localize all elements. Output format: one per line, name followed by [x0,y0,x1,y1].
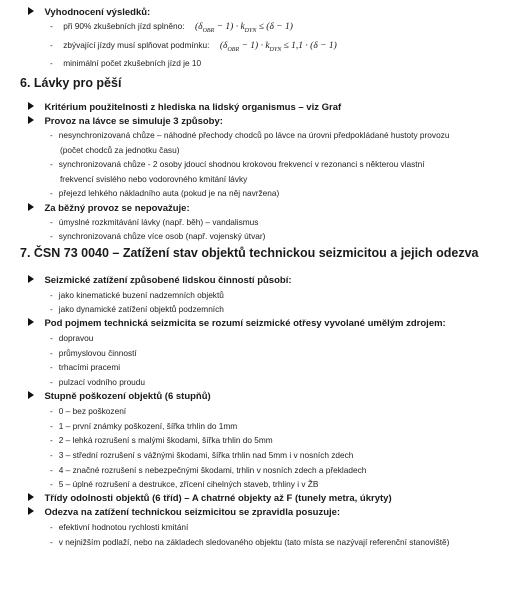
s6-sub: - úmyslné rozkmitávání lávky (např. běh) – vandalismus [50,217,259,227]
bullet-triangle-icon [28,493,34,501]
bullet-triangle-icon [28,507,34,515]
s7-bullet-5: Odezva na zatížení technickou seizmicitou se zpravidla posuzuje: [28,502,340,520]
bullet-triangle-icon [28,7,34,15]
s6-sub: - synchronizovaná chůze - 2 osoby jdoucí shodnou krokovou frekvencí v rezonanci s některou vlastní [50,159,425,169]
s7-sub: - 2 – lehká rozrušení s malými škodami, šířka trhlin do 5mm [50,435,273,445]
s7-sub: - jako dynamické zatížení objektů podzemních [50,304,224,314]
s6-bullet-3: Za běžný provoz se nepovažuje: [28,198,190,216]
s7-sub: - 5 – úplné rozrušení a destrukce, zřícení cihelných staveb, trhliny i v ŽB [50,479,319,489]
bullet-triangle-icon [28,116,34,124]
top-item-1: - při 90% zkušebních jízd splněno: $(\delta_{OBR} - 1) \cdot k_{DYN} \le (\delta - 1)$ [50,21,293,34]
s7-sub: - jako kinematické buzení nadzemních objektů [50,290,224,300]
top-item-3: - minimální počet zkušebních jízd je 10 [50,58,202,68]
bullet-triangle-icon [28,102,34,110]
s7-sub: - 0 – bez poškození [50,406,127,416]
s7-sub: - dopravou [50,333,94,343]
s6-sub: - nesynchronizovaná chůze – náhodné přechody chodců po lávce na úrovni předpokládané hustoty provozu [50,130,450,140]
s6-sub: - přejezd lehkého nákladního auta (pokud je na něj navržena) [50,188,280,198]
s7-sub: - 4 – značné rozrušení s nebezpečnými škodami, trhlin v nosních zdech a překladech [50,465,367,475]
s7-bullet-4: Třídy odolnosti objektů (6 tříd) – A chatrné objekty až F (tunely metra, úkryty) [28,488,392,506]
bullet-triangle-icon [28,318,34,326]
section-7-heading: 7. ČSN 73 0040 – Zatížení stav objektů technickou seizmicitou a jejich odezva [20,246,479,260]
s7-sub: - pulzací vodního proudu [50,377,146,387]
s7-bullet-2: Pod pojmem technická seizmicita se rozumí seizmické otřesy vyvolané umělým zdrojem: [28,313,446,331]
s6-sub: - synchronizovaná chůze více osob (např. vojenský útvar) [50,231,266,241]
top-heading: Vyhodnocení výsledků: [44,7,151,18]
s6-bullet-2: Provoz na lávce se simuluje 3 způsoby: [28,111,223,129]
s7-bullet-3: Stupně poškození objektů (6 stupňů) [28,386,211,404]
formula-2: $(\delta_{OBR} - 1) \cdot k_{DYN} \le 1,1 \cdot (\delta - 1)$ [219,41,337,53]
s7-sub: - 3 – střední rozrušení s vážnými škodami, šířka trhlin nad 5mm i v nosních zdech [50,450,354,460]
s7-sub: - trhacími pracemi [50,362,121,372]
s7-sub: - efektivní hodnotou rychlosti kmitání [50,522,189,532]
s6-sub-cont: (počet chodců za jednotku času) [60,145,180,155]
s7-sub: - 1 – první známky poškození, šířka trhlin do 1mm [50,421,238,431]
s6-sub-cont: frekvencí svislého nebo vodorovného kmitání lávky [60,174,248,184]
section-6-heading: 6. Lávky pro pěší [20,76,122,90]
s7-sub: - průmyslovou činností [50,348,137,358]
s6-bullet-1: Kritérium použitelnosti z hlediska na lidský organismus – viz Graf [28,97,341,115]
bullet-triangle-icon [28,203,34,211]
top-item-2: - zbývající jízdy musí splňovat podmínku: $(\delta_{OBR} - 1) \cdot k_{DYN} \le 1,1 \cdot (\delta - 1)$ [50,40,337,53]
s7-sub: - v nejnižším podlaží, nebo na základech sledovaného objektu (tato místa se nazývají referenční stanoviště) [50,537,450,547]
bullet-triangle-icon [28,275,34,283]
s7-bullet-1: Seizmické zatížení způsobené lidskou činností působí: [28,270,292,288]
formula-1: $(\delta_{OBR} - 1) \cdot k_{DYN} \le (\delta - 1)$ [194,22,293,34]
bullet-triangle-icon [28,391,34,399]
